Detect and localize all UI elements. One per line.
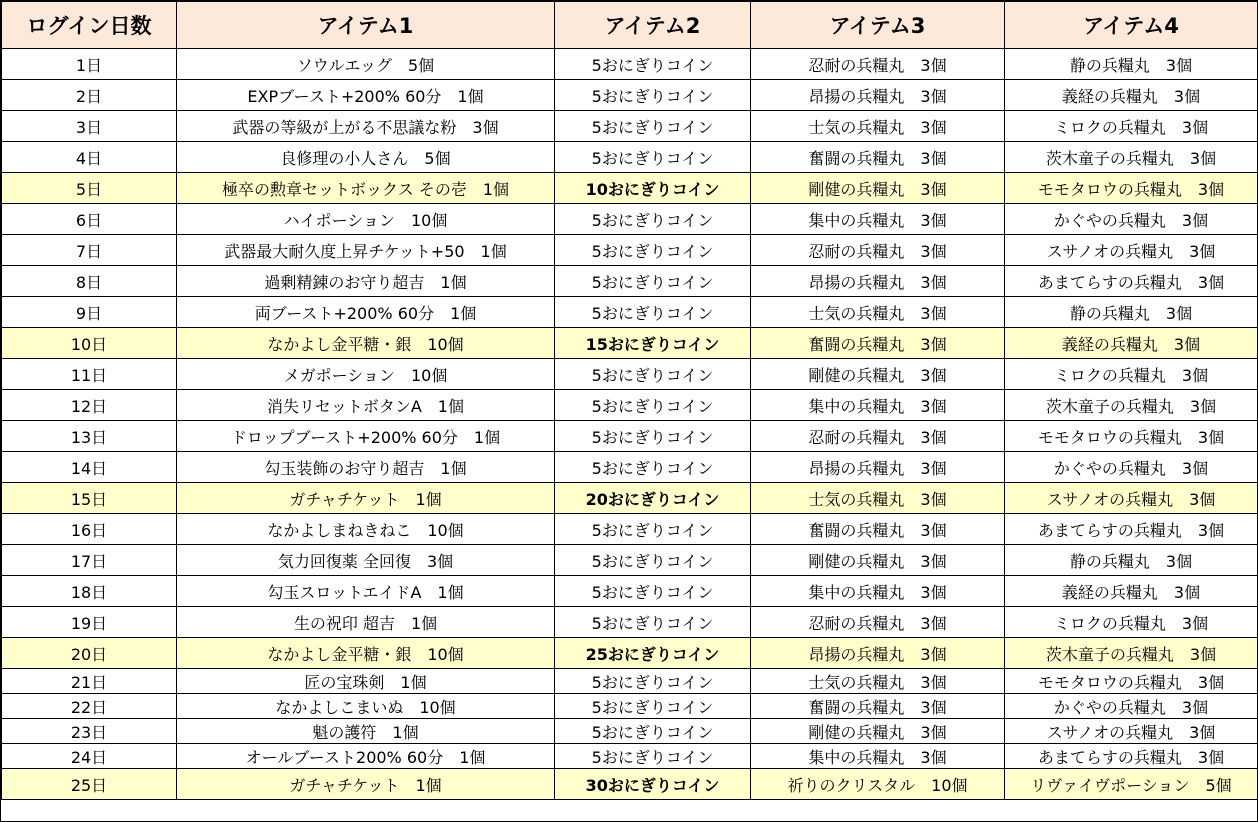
header-item-4[interactable]: アイテム4 [1005, 2, 1258, 49]
cell-item-2[interactable]: 5おにぎりコイン [555, 204, 751, 235]
cell-item-4[interactable]: 茨木童子の兵糧丸 3個 [1005, 638, 1258, 669]
table-row [2, 173, 1258, 204]
table-row [2, 266, 1258, 297]
cell-item-2[interactable]: 5おにぎりコイン [555, 669, 751, 694]
cell-day[interactable]: 22日 [2, 694, 177, 719]
cell-item-1[interactable]: 過剰精錬のお守り超吉 1個 [177, 266, 555, 297]
table-row [2, 297, 1258, 328]
cell-day[interactable]: 8日 [2, 266, 177, 297]
cell-item-3[interactable]: 奮闘の兵糧丸 3個 [751, 328, 1005, 359]
cell-item-3[interactable]: 集中の兵糧丸 3個 [751, 576, 1005, 607]
cell-item-4[interactable]: スサノオの兵糧丸 3個 [1005, 235, 1258, 266]
cell-item-2[interactable]: 10おにぎりコイン [555, 173, 751, 204]
cell-day[interactable]: 19日 [2, 607, 177, 638]
table-row [2, 638, 1258, 669]
cell-item-2[interactable]: 5おにぎりコイン [555, 359, 751, 390]
table-row [2, 669, 1258, 694]
cell-item-4[interactable]: 静の兵糧丸 3個 [1005, 545, 1258, 576]
table-row [2, 483, 1258, 514]
table-row [2, 719, 1258, 744]
table-row [2, 576, 1258, 607]
cell-item-2[interactable]: 5おにぎりコイン [555, 452, 751, 483]
cell-day[interactable]: 13日 [2, 421, 177, 452]
cell-item-2[interactable]: 5おにぎりコイン [555, 607, 751, 638]
cell-item-1[interactable]: なかよしまねきねこ 10個 [177, 514, 555, 545]
cell-item-1[interactable]: 武器最大耐久度上昇チケット+50 1個 [177, 235, 555, 266]
cell-item-3[interactable]: 士気の兵糧丸 3個 [751, 297, 1005, 328]
cell-item-3[interactable]: 剛健の兵糧丸 3個 [751, 545, 1005, 576]
cell-day[interactable]: 1日 [2, 49, 177, 80]
cell-item-2[interactable]: 5おにぎりコイン [555, 719, 751, 744]
cell-item-4[interactable]: 義経の兵糧丸 3個 [1005, 576, 1258, 607]
cell-item-4[interactable]: ミロクの兵糧丸 3個 [1005, 111, 1258, 142]
cell-item-3[interactable]: 祈りのクリスタル 10個 [751, 769, 1005, 800]
table-row [2, 142, 1258, 173]
header-item-3[interactable]: アイテム3 [751, 2, 1005, 49]
header-item-1[interactable]: アイテム1 [177, 2, 555, 49]
cell-item-3[interactable]: 士気の兵糧丸 3個 [751, 111, 1005, 142]
table-row [2, 359, 1258, 390]
table-row [2, 607, 1258, 638]
cell-item-1[interactable]: 勾玉装飾のお守り超吉 1個 [177, 452, 555, 483]
cell-item-1[interactable]: 匠の宝珠剣 1個 [177, 669, 555, 694]
cell-item-2[interactable]: 5おにぎりコイン [555, 390, 751, 421]
cell-item-1[interactable]: メガポーション 10個 [177, 359, 555, 390]
cell-item-1[interactable]: 勾玉スロットエイドA 1個 [177, 576, 555, 607]
cell-item-1[interactable]: なかよし金平糖・銀 10個 [177, 328, 555, 359]
cell-item-1[interactable]: ガチャチケット 1個 [177, 769, 555, 800]
cell-item-1[interactable]: 魁の護符 1個 [177, 719, 555, 744]
table-row [2, 80, 1258, 111]
cell-day[interactable]: 23日 [2, 719, 177, 744]
table-row [2, 452, 1258, 483]
cell-item-2[interactable]: 5おにぎりコイン [555, 576, 751, 607]
cell-item-3[interactable]: 剛健の兵糧丸 3個 [751, 719, 1005, 744]
cell-item-3[interactable]: 昂揚の兵糧丸 3個 [751, 80, 1005, 111]
cell-day[interactable]: 18日 [2, 576, 177, 607]
cell-item-3[interactable]: 剛健の兵糧丸 3個 [751, 173, 1005, 204]
cell-item-3[interactable]: 奮闘の兵糧丸 3個 [751, 694, 1005, 719]
cell-day[interactable]: 9日 [2, 297, 177, 328]
cell-item-4[interactable]: ミロクの兵糧丸 3個 [1005, 607, 1258, 638]
table-row [2, 49, 1258, 80]
header-login-days[interactable]: ログイン日数 [2, 2, 177, 49]
table-row [2, 514, 1258, 545]
cell-item-2[interactable]: 25おにぎりコイン [555, 638, 751, 669]
table-row [2, 421, 1258, 452]
cell-item-2[interactable]: 5おにぎりコイン [555, 142, 751, 173]
cell-item-2[interactable]: 5おにぎりコイン [555, 235, 751, 266]
cell-item-3[interactable]: 集中の兵糧丸 3個 [751, 390, 1005, 421]
cell-item-2[interactable]: 5おにぎりコイン [555, 266, 751, 297]
cell-item-3[interactable]: 昂揚の兵糧丸 3個 [751, 638, 1005, 669]
table-row [2, 328, 1258, 359]
cell-item-4[interactable]: 義経の兵糧丸 3個 [1005, 328, 1258, 359]
cell-item-4[interactable]: 義経の兵糧丸 3個 [1005, 80, 1258, 111]
cell-day[interactable]: 4日 [2, 142, 177, 173]
cell-item-3[interactable]: 剛健の兵糧丸 3個 [751, 359, 1005, 390]
table-row [2, 111, 1258, 142]
cell-item-1[interactable]: オールブースト200% 60分 1個 [177, 744, 555, 769]
table-row [2, 235, 1258, 266]
cell-item-1[interactable]: 良修理の小人さん 5個 [177, 142, 555, 173]
table-row [2, 390, 1258, 421]
table-body [2, 49, 1258, 800]
cell-item-4[interactable]: 静の兵糧丸 3個 [1005, 297, 1258, 328]
cell-item-2[interactable]: 5おにぎりコイン [555, 421, 751, 452]
cell-item-4[interactable]: モモタロウの兵糧丸 3個 [1005, 421, 1258, 452]
cell-item-1[interactable]: ガチャチケット 1個 [177, 483, 555, 514]
cell-item-4[interactable]: 茨木童子の兵糧丸 3個 [1005, 390, 1258, 421]
table-row [2, 204, 1258, 235]
cell-item-4[interactable]: あまてらすの兵糧丸 3個 [1005, 266, 1258, 297]
cell-day[interactable]: 21日 [2, 669, 177, 694]
cell-day[interactable]: 5日 [2, 173, 177, 204]
cell-item-1[interactable]: 武器の等級が上がる不思議な粉 3個 [177, 111, 555, 142]
cell-day[interactable]: 25日 [2, 769, 177, 800]
cell-item-1[interactable]: 気力回復薬 全回復 3個 [177, 545, 555, 576]
cell-item-3[interactable]: 士気の兵糧丸 3個 [751, 669, 1005, 694]
table-row [2, 694, 1258, 719]
table-row [2, 545, 1258, 576]
cell-item-1[interactable]: なかよしこまいぬ 10個 [177, 694, 555, 719]
cell-item-4[interactable]: あまてらすの兵糧丸 3個 [1005, 744, 1258, 769]
cell-item-4[interactable]: モモタロウの兵糧丸 3個 [1005, 173, 1258, 204]
cell-day[interactable]: 12日 [2, 390, 177, 421]
cell-item-1[interactable]: 生の祝印 超吉 1個 [177, 607, 555, 638]
cell-item-3[interactable]: 集中の兵糧丸 3個 [751, 204, 1005, 235]
cell-item-4[interactable]: モモタロウの兵糧丸 3個 [1005, 669, 1258, 694]
table-row [2, 769, 1258, 800]
cell-item-3[interactable]: 奮闘の兵糧丸 3個 [751, 514, 1005, 545]
cell-day[interactable]: 17日 [2, 545, 177, 576]
cell-day[interactable]: 15日 [2, 483, 177, 514]
cell-item-4[interactable]: ミロクの兵糧丸 3個 [1005, 359, 1258, 390]
cell-item-2[interactable]: 20おにぎりコイン [555, 483, 751, 514]
cell-day[interactable]: 7日 [2, 235, 177, 266]
cell-item-4[interactable]: かぐやの兵糧丸 3個 [1005, 452, 1258, 483]
cell-day[interactable]: 6日 [2, 204, 177, 235]
cell-item-3[interactable]: 奮闘の兵糧丸 3個 [751, 142, 1005, 173]
cell-item-4[interactable]: 茨木童子の兵糧丸 3個 [1005, 142, 1258, 173]
cell-item-2[interactable]: 5おにぎりコイン [555, 514, 751, 545]
header-row [2, 2, 1258, 49]
cell-item-1[interactable]: 極卒の勲章セットボックス その壱 1個 [177, 173, 555, 204]
cell-item-3[interactable]: 忍耐の兵糧丸 3個 [751, 421, 1005, 452]
cell-item-1[interactable]: EXPブースト+200% 60分 1個 [177, 80, 555, 111]
cell-item-3[interactable]: 忍耐の兵糧丸 3個 [751, 235, 1005, 266]
cell-item-4[interactable]: リヴァイヴポーション 5個 [1005, 769, 1258, 800]
cell-day[interactable]: 11日 [2, 359, 177, 390]
cell-item-4[interactable]: スサノオの兵糧丸 3個 [1005, 483, 1258, 514]
cell-day[interactable]: 2日 [2, 80, 177, 111]
cell-item-3[interactable]: 忍耐の兵糧丸 3個 [751, 49, 1005, 80]
cell-day[interactable]: 20日 [2, 638, 177, 669]
cell-day[interactable]: 16日 [2, 514, 177, 545]
cell-item-3[interactable]: 昂揚の兵糧丸 3個 [751, 266, 1005, 297]
cell-item-2[interactable]: 5おにぎりコイン [555, 111, 751, 142]
cell-item-2[interactable]: 15おにぎりコイン [555, 328, 751, 359]
cell-item-3[interactable]: 集中の兵糧丸 3個 [751, 744, 1005, 769]
cell-item-1[interactable]: 消失リセットボタンA 1個 [177, 390, 555, 421]
cell-day[interactable]: 14日 [2, 452, 177, 483]
cell-day[interactable]: 24日 [2, 744, 177, 769]
cell-item-2[interactable]: 5おにぎりコイン [555, 80, 751, 111]
login-bonus-table [1, 1, 1258, 800]
cell-item-2[interactable]: 5おにぎりコイン [555, 49, 751, 80]
cell-item-2[interactable]: 5おにぎりコイン [555, 545, 751, 576]
cell-item-4[interactable]: かぐやの兵糧丸 3個 [1005, 694, 1258, 719]
cell-item-2[interactable]: 5おにぎりコイン [555, 297, 751, 328]
cell-item-1[interactable]: ハイポーション 10個 [177, 204, 555, 235]
cell-item-2[interactable]: 5おにぎりコイン [555, 694, 751, 719]
cell-day[interactable]: 10日 [2, 328, 177, 359]
cell-item-4[interactable]: スサノオの兵糧丸 3個 [1005, 719, 1258, 744]
cell-item-3[interactable]: 忍耐の兵糧丸 3個 [751, 607, 1005, 638]
cell-item-4[interactable]: あまてらすの兵糧丸 3個 [1005, 514, 1258, 545]
cell-item-3[interactable]: 昂揚の兵糧丸 3個 [751, 452, 1005, 483]
cell-item-1[interactable]: なかよし金平糖・銀 10個 [177, 638, 555, 669]
cell-item-4[interactable]: かぐやの兵糧丸 3個 [1005, 204, 1258, 235]
cell-item-2[interactable]: 30おにぎりコイン [555, 769, 751, 800]
cell-item-1[interactable]: 両ブースト+200% 60分 1個 [177, 297, 555, 328]
cell-item-3[interactable]: 士気の兵糧丸 3個 [751, 483, 1005, 514]
cell-item-1[interactable]: ソウルエッグ 5個 [177, 49, 555, 80]
cell-item-4[interactable]: 静の兵糧丸 3個 [1005, 49, 1258, 80]
header-item-2[interactable]: アイテム2 [555, 2, 751, 49]
cell-item-1[interactable]: ドロップブースト+200% 60分 1個 [177, 421, 555, 452]
cell-item-2[interactable]: 5おにぎりコイン [555, 744, 751, 769]
table-row [2, 744, 1258, 769]
cell-day[interactable]: 3日 [2, 111, 177, 142]
